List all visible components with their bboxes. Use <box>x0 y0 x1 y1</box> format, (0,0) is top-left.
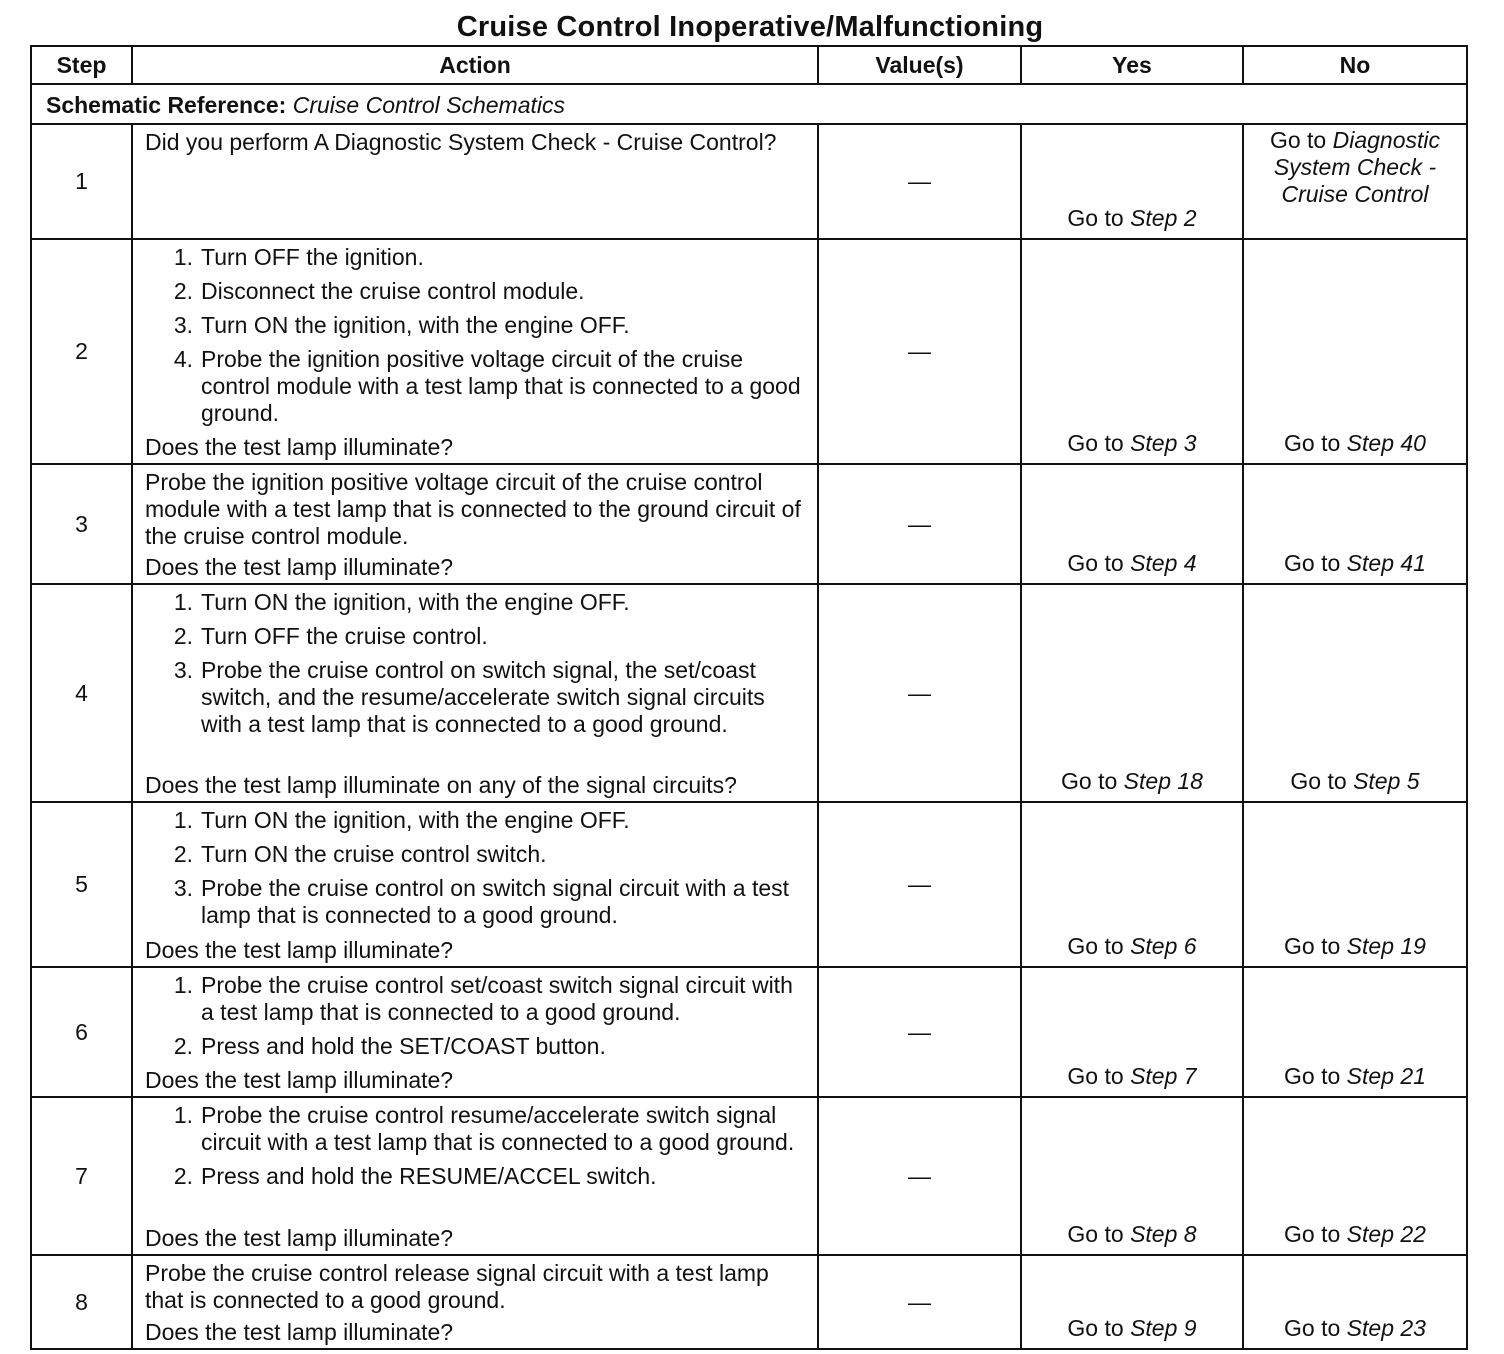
action-content <box>145 129 807 236</box>
step-number: 3 <box>31 464 132 584</box>
goto-target: Step 18 <box>1123 768 1203 794</box>
step-number: 8 <box>31 1255 132 1349</box>
yes-cell <box>1021 802 1243 967</box>
goto-prefix: Go to <box>1284 1315 1341 1341</box>
yes-cell <box>1021 967 1243 1097</box>
action-step-number: 1. <box>173 972 193 998</box>
step-row-7 <box>31 1097 1467 1255</box>
action-content <box>145 469 807 581</box>
action-step-number: 2. <box>173 1163 193 1189</box>
no-cell <box>1243 967 1467 1097</box>
step-number: 2 <box>31 239 132 464</box>
action-step-number: 1. <box>173 807 193 833</box>
goto-prefix: Go to <box>1067 933 1124 959</box>
action-cell <box>132 1255 818 1349</box>
schematic-reference-label: Schematic Reference: <box>46 91 287 118</box>
action-cell <box>132 1097 818 1255</box>
action-cell <box>132 802 818 967</box>
action-steps-list <box>145 589 807 745</box>
action-step-number: 2. <box>173 623 193 649</box>
page-title: Cruise Control Inoperative/Malfunctioning <box>456 11 1044 43</box>
value-cell <box>818 239 1021 464</box>
action-step-text: Turn ON the ignition, with the engine OFF. <box>201 312 630 338</box>
step-number: 5 <box>31 802 132 967</box>
action-step-number: 4. <box>173 346 193 372</box>
value-dash: — <box>908 510 931 537</box>
action-step-item <box>145 972 807 1026</box>
yes-cell <box>1021 124 1243 239</box>
no-goto-link[interactable] <box>1270 127 1440 207</box>
value-cell <box>818 584 1021 802</box>
yes-goto-link[interactable] <box>1067 430 1196 456</box>
action-step-item <box>145 623 807 650</box>
action-step-item <box>145 807 807 834</box>
header-step: Step <box>31 46 132 84</box>
no-cell <box>1243 1255 1467 1349</box>
step-number: 1 <box>31 124 132 239</box>
goto-target: Step 40 <box>1346 430 1426 456</box>
action-content <box>145 807 807 964</box>
goto-prefix: Go to <box>1067 1315 1124 1341</box>
value-cell <box>818 1097 1021 1255</box>
schematic-reference-row <box>31 84 1467 124</box>
no-goto-link[interactable] <box>1290 768 1419 794</box>
action-question: Does the test lamp illuminate? <box>145 554 454 580</box>
action-step-number: 3. <box>173 312 193 338</box>
goto-target: Step 3 <box>1130 430 1197 456</box>
no-goto-link[interactable] <box>1284 1221 1426 1247</box>
goto-target: Step 19 <box>1346 933 1426 959</box>
step-row-4 <box>31 584 1467 802</box>
step-row-5 <box>31 802 1467 967</box>
value-dash: — <box>908 679 931 706</box>
action-step-number: 2. <box>173 841 193 867</box>
step-number: 4 <box>31 584 132 802</box>
no-cell <box>1243 464 1467 584</box>
action-steps-list <box>145 972 807 1067</box>
step-row-3 <box>31 464 1467 584</box>
no-goto-link[interactable] <box>1284 1315 1426 1341</box>
action-step-number: 1. <box>173 1102 193 1128</box>
action-question: Does the test lamp illuminate? <box>145 434 454 460</box>
action-step-number: 3. <box>173 875 193 901</box>
no-goto-link[interactable] <box>1284 550 1426 576</box>
action-question: Does the test lamp illuminate? <box>145 937 454 963</box>
schematic-reference-link[interactable]: Cruise Control Schematics <box>292 91 565 118</box>
action-step-item <box>145 312 807 339</box>
goto-prefix: Go to <box>1284 1063 1341 1089</box>
action-question: Does the test lamp illuminate on any of the signal circuits? <box>145 772 737 798</box>
goto-prefix: Go to <box>1284 933 1341 959</box>
goto-prefix: Go to <box>1290 768 1347 794</box>
action-content <box>145 589 807 799</box>
yes-goto-link[interactable] <box>1067 1063 1196 1089</box>
value-dash: — <box>908 1018 931 1045</box>
no-cell <box>1243 124 1467 239</box>
no-cell <box>1243 239 1467 464</box>
action-content <box>145 972 807 1094</box>
action-step-item <box>145 244 807 271</box>
action-step-number: 2. <box>173 1033 193 1059</box>
action-step-item <box>145 1033 807 1060</box>
yes-goto-link[interactable] <box>1067 1221 1196 1247</box>
goto-prefix: Go to <box>1067 205 1124 231</box>
step-row-8 <box>31 1255 1467 1349</box>
goto-target: Step 9 <box>1130 1315 1197 1341</box>
action-question: Does the test lamp illuminate? <box>145 1319 454 1345</box>
no-goto-link[interactable] <box>1284 1063 1426 1089</box>
step-row-1 <box>31 124 1467 239</box>
value-cell <box>818 967 1021 1097</box>
header-row <box>31 46 1467 84</box>
schematic-reference <box>31 84 1467 124</box>
action-step-text: Probe the ignition positive voltage circuit of the cruise control module with a test lamp that is connected to a good ground. <box>201 346 801 426</box>
action-step-text: Probe the cruise control resume/accelerate switch signal circuit with a test lamp that is connected to a good ground. <box>201 1102 795 1155</box>
action-step-item <box>145 278 807 305</box>
goto-prefix: Go to <box>1067 1221 1124 1247</box>
goto-target: Step 6 <box>1130 933 1197 959</box>
action-step-text: Press and hold the RESUME/ACCEL switch. <box>201 1163 657 1189</box>
goto-prefix: Go to <box>1067 1063 1124 1089</box>
value-cell <box>818 1255 1021 1349</box>
yes-goto-link[interactable] <box>1067 550 1196 576</box>
goto-prefix: Go to <box>1284 430 1341 456</box>
action-step-text: Turn ON the ignition, with the engine OFF. <box>201 807 630 833</box>
no-cell <box>1243 1097 1467 1255</box>
yes-goto-link[interactable] <box>1067 205 1196 231</box>
no-goto-link[interactable] <box>1284 430 1426 456</box>
action-step-text: Probe the cruise control set/coast switch signal circuit with a test lamp that is connected to a good ground. <box>201 972 793 1025</box>
yes-cell <box>1021 239 1243 464</box>
yes-cell <box>1021 1097 1243 1255</box>
action-content <box>145 1260 807 1346</box>
action-steps-list <box>145 1102 807 1197</box>
action-step-item <box>145 1102 807 1156</box>
action-question: Does the test lamp illuminate? <box>145 1225 454 1251</box>
action-step-text: Disconnect the cruise control module. <box>201 278 585 304</box>
value-dash: — <box>908 871 931 897</box>
action-step-text: Probe the cruise control on switch signal, the set/coast switch, and the resume/accelerate switch signal circuits with a test lamp that is connected to a good ground. <box>201 657 765 737</box>
yes-goto-link[interactable] <box>1067 933 1196 959</box>
no-cell <box>1243 802 1467 967</box>
action-step-text: Press and hold the SET/COAST button. <box>201 1033 606 1059</box>
yes-cell <box>1021 464 1243 584</box>
action-step-text: Turn OFF the ignition. <box>201 244 424 270</box>
action-content <box>145 244 807 461</box>
goto-target: Step 22 <box>1346 1221 1426 1247</box>
action-step-item <box>145 1163 807 1190</box>
header-action: Action <box>132 46 818 84</box>
value-cell <box>818 802 1021 967</box>
action-steps-list <box>145 807 807 936</box>
header-yes: Yes <box>1021 46 1243 84</box>
no-cell <box>1243 584 1467 802</box>
action-step-number: 1. <box>173 589 193 615</box>
action-step-number: 1. <box>173 244 193 270</box>
goto-prefix: Go to <box>1067 430 1124 456</box>
header-no: No <box>1243 46 1467 84</box>
goto-target: Step 21 <box>1346 1063 1426 1089</box>
value-dash: — <box>908 168 931 194</box>
action-step-text: Turn ON the cruise control switch. <box>201 841 547 867</box>
step-row-2 <box>31 239 1467 464</box>
action-step-text: Turn OFF the cruise control. <box>201 623 488 649</box>
action-text: Probe the cruise control release signal circuit with a test lamp that is connected to a good ground. <box>145 1260 769 1313</box>
action-cell <box>132 464 818 584</box>
diagnostic-table <box>30 45 1468 1350</box>
goto-target: Diagnostic System Check - Cruise Control <box>1273 127 1441 207</box>
action-step-number: 2. <box>173 278 193 304</box>
goto-target: Step 5 <box>1353 768 1420 794</box>
goto-prefix: Go to <box>1067 550 1124 576</box>
action-cell <box>132 967 818 1097</box>
value-cell <box>818 124 1021 239</box>
goto-prefix: Go to <box>1061 768 1118 794</box>
step-row-6 <box>31 967 1467 1097</box>
goto-target: Step 41 <box>1346 550 1426 576</box>
yes-cell <box>1021 1255 1243 1349</box>
goto-target: Step 2 <box>1130 205 1197 231</box>
action-text: Did you perform A Diagnostic System Check - Cruise Control? <box>145 129 777 155</box>
value-dash: — <box>908 1288 931 1315</box>
action-step-item <box>145 589 807 616</box>
value-dash: — <box>908 1162 931 1189</box>
action-text: Probe the ignition positive voltage circuit of the cruise control module with a test lamp that is connected to the ground circuit of the cruise control module. <box>145 469 801 549</box>
action-cell <box>132 124 818 239</box>
action-step-number: 3. <box>173 657 193 683</box>
goto-prefix: Go to <box>1284 1221 1341 1247</box>
action-cell <box>132 584 818 802</box>
goto-target: Step 7 <box>1130 1063 1197 1089</box>
action-content <box>145 1102 807 1252</box>
yes-goto-link[interactable] <box>1061 768 1203 794</box>
yes-cell <box>1021 584 1243 802</box>
yes-goto-link[interactable] <box>1067 1315 1196 1341</box>
step-number: 7 <box>31 1097 132 1255</box>
action-step-item <box>145 875 807 929</box>
header-values: Value(s) <box>818 46 1021 84</box>
action-cell <box>132 239 818 464</box>
goto-prefix: Go to <box>1284 550 1341 576</box>
goto-prefix: Go to <box>1269 127 1327 153</box>
action-step-text: Probe the cruise control on switch signal circuit with a test lamp that is connected to a good ground. <box>201 875 790 928</box>
goto-target: Step 4 <box>1130 550 1197 576</box>
action-question: Does the test lamp illuminate? <box>145 1067 454 1093</box>
action-step-item <box>145 657 807 738</box>
step-number: 6 <box>31 967 132 1097</box>
no-goto-link[interactable] <box>1284 933 1426 959</box>
action-step-item <box>145 346 807 427</box>
value-cell <box>818 464 1021 584</box>
action-steps-list <box>145 244 807 434</box>
goto-target: Step 8 <box>1130 1221 1197 1247</box>
value-dash: — <box>908 338 931 364</box>
action-step-item <box>145 841 807 868</box>
action-step-text: Turn ON the ignition, with the engine OFF. <box>201 589 630 615</box>
goto-target: Step 23 <box>1346 1315 1426 1341</box>
